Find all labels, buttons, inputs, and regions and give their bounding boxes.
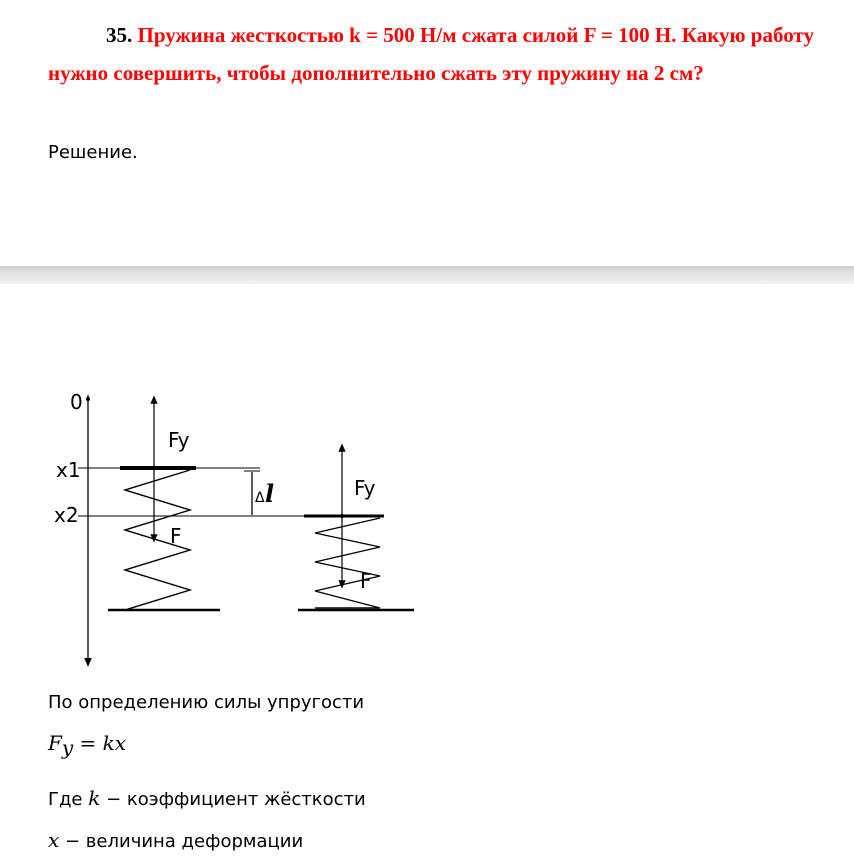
delta-variable: l <box>265 479 275 508</box>
problem-statement <box>48 16 838 92</box>
problem-number: 35. <box>106 23 133 47</box>
x-line <box>48 828 303 852</box>
spring2-force-elastic-label: Fy <box>354 476 376 500</box>
delta-symbol: Δ <box>255 490 265 506</box>
x-variable: x <box>48 828 60 852</box>
spring1-force-elastic-label: Fy <box>168 428 190 452</box>
spring1-force-label: F <box>170 524 182 548</box>
where-line <box>48 786 366 810</box>
solution-label: Решение. <box>48 142 138 163</box>
x2-label: x2 <box>54 503 79 527</box>
where-description: − коэффициент жёсткости <box>100 789 366 810</box>
x1-label: x1 <box>56 458 81 482</box>
formula-subscript: y <box>61 735 74 760</box>
definition-text: По определению силы упругости <box>48 692 365 713</box>
problem-text: Пружина жесткостью k = 500 Н/м сжата силой F = 100 Н. Какую работу нужно совершить, чтобы дополнительно сжать эту пружину на 2 см? <box>48 23 814 85</box>
formula-line <box>48 731 126 760</box>
origin-label: 0 <box>70 390 83 414</box>
x-description: − величина деформации <box>59 831 304 852</box>
spring-diagram <box>50 375 430 670</box>
where-prefix: Где <box>48 789 89 810</box>
page-separator <box>0 266 854 284</box>
formula-rhs: = kx <box>73 731 127 755</box>
spring2-coil <box>315 518 380 608</box>
formula-symbol: F <box>48 731 62 755</box>
origin-point <box>86 397 90 401</box>
where-variable: k <box>88 786 101 810</box>
spring2-force-label: F <box>360 569 372 593</box>
